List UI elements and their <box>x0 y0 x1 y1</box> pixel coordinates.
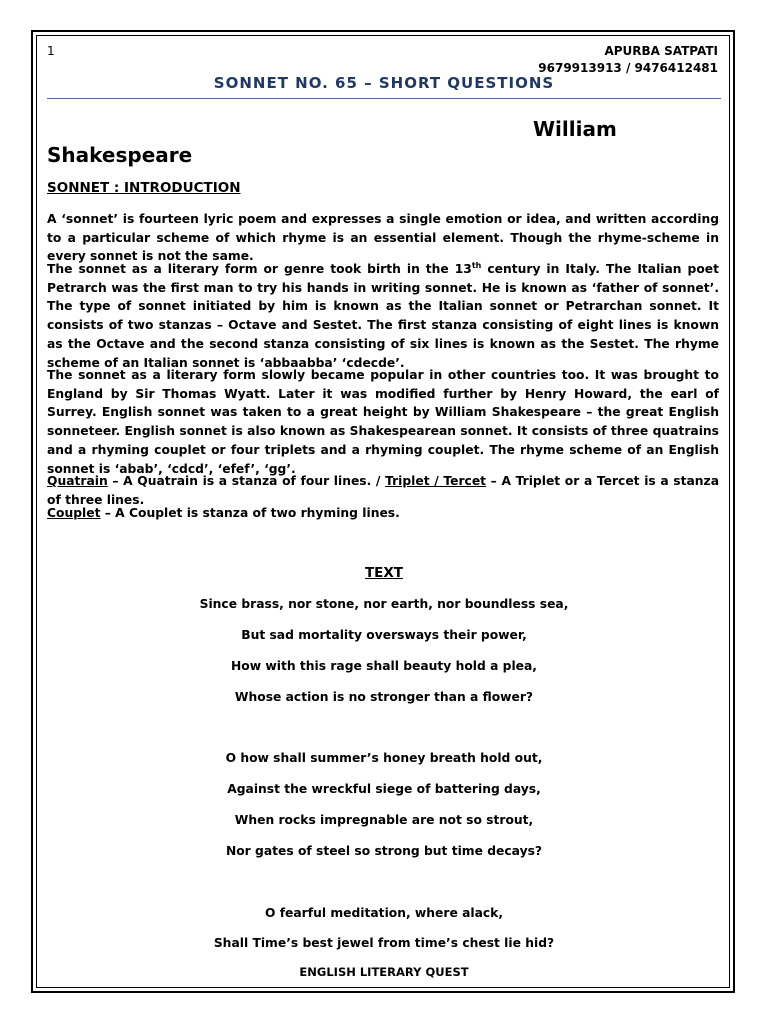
definition-text: – A Triplet or a Tercet is a stanza of three lines. <box>47 474 719 507</box>
paragraph-english-sonnet: The sonnet as a literary form slowly became popular in other countries too. It was brought to England by Sir Thomas Wyatt. Later it was modified further by Henry Howard, the earl of Surrey. English sonnet was taken to a great height by William Shakespeare – the great English sonneteer. English sonnet is also known as Shakespearean sonnet. It consists of three quatrains and a rhyming couplet or four triplets and a rhyming couplet. The rhyme scheme of an English sonnet is ‘abab’, ‘cdcd’, ‘efef’, ‘gg’. <box>47 368 719 476</box>
term-quatrain: Quatrain <box>47 474 108 488</box>
poet-first-name: William <box>533 117 617 141</box>
section-heading: SONNET : INTRODUCTION <box>47 180 241 196</box>
term-triplet: Triplet / Tercet <box>385 474 487 488</box>
term-couplet: Couplet <box>47 506 101 520</box>
definition-text: – A Couplet is stanza of two rhyming lines. <box>100 506 400 520</box>
poem-line: Since brass, nor stone, nor earth, nor boundless sea, <box>199 597 569 611</box>
poem-line: But sad mortality oversways their power, <box>241 628 527 642</box>
definition-text: – A Quatrain is a stanza of four lines. / <box>107 474 386 488</box>
paragraph-text: century in Italy. The Italian poet Petrarch was the first man to try his hands in writing sonnet. He is known as ‘father of sonnet’. The type of sonnet initiated by him is known as the Italian sonnet or Petrarchan sonnet. It consists of two stanzas – Octave and Sestet. The first stanza consisting of eight lines is known as the Octave and the second stanza consisting of six lines is known as the Sestet. The rhyme scheme of an Italian sonnet is ‘abbaabba’ ‘cdecde’. <box>47 262 719 370</box>
poem-line: Nor gates of steel so strong but time decays? <box>225 844 543 858</box>
poem-line: O fearful meditation, where alack, <box>264 906 504 920</box>
author-name: APURBA SATPATI <box>604 44 718 58</box>
paragraph-italian-sonnet <box>47 260 719 372</box>
paragraph-text: The sonnet as a literary form or genre took birth in the 13 <box>47 262 472 276</box>
author-block <box>538 43 718 77</box>
author-phone: 9679913913 / 9476412481 <box>538 61 718 75</box>
page-footer: ENGLISH LITERARY QUEST <box>299 965 469 979</box>
poem-line: When rocks impregnable are not so strout, <box>234 813 534 827</box>
poem-line: O how shall summer’s honey breath hold out, <box>225 751 543 765</box>
superscript: th <box>471 260 482 270</box>
title-divider <box>47 98 721 99</box>
paragraph-couplet <box>47 504 719 523</box>
poet-last-name: Shakespeare <box>47 143 193 167</box>
poem-line: Whose action is no stronger than a flower? <box>234 690 534 704</box>
poem-line: Shall Time’s best jewel from time’s chest lie hid? <box>213 936 555 950</box>
document-title: SONNET NO. 65 – SHORT QUESTIONS <box>213 74 555 92</box>
poem-line: Against the wreckful siege of battering days, <box>227 782 541 796</box>
paragraph-definition: A ‘sonnet’ is fourteen lyric poem and expresses a single emotion or idea, and written according to a particular scheme of which rhyme is an essential element. Though the rhyme-scheme in every sonnet is not the same. <box>47 212 719 264</box>
poem-line: How with this rage shall beauty hold a plea, <box>231 659 537 673</box>
text-heading: TEXT <box>364 565 404 581</box>
page-number: 1 <box>47 44 55 58</box>
